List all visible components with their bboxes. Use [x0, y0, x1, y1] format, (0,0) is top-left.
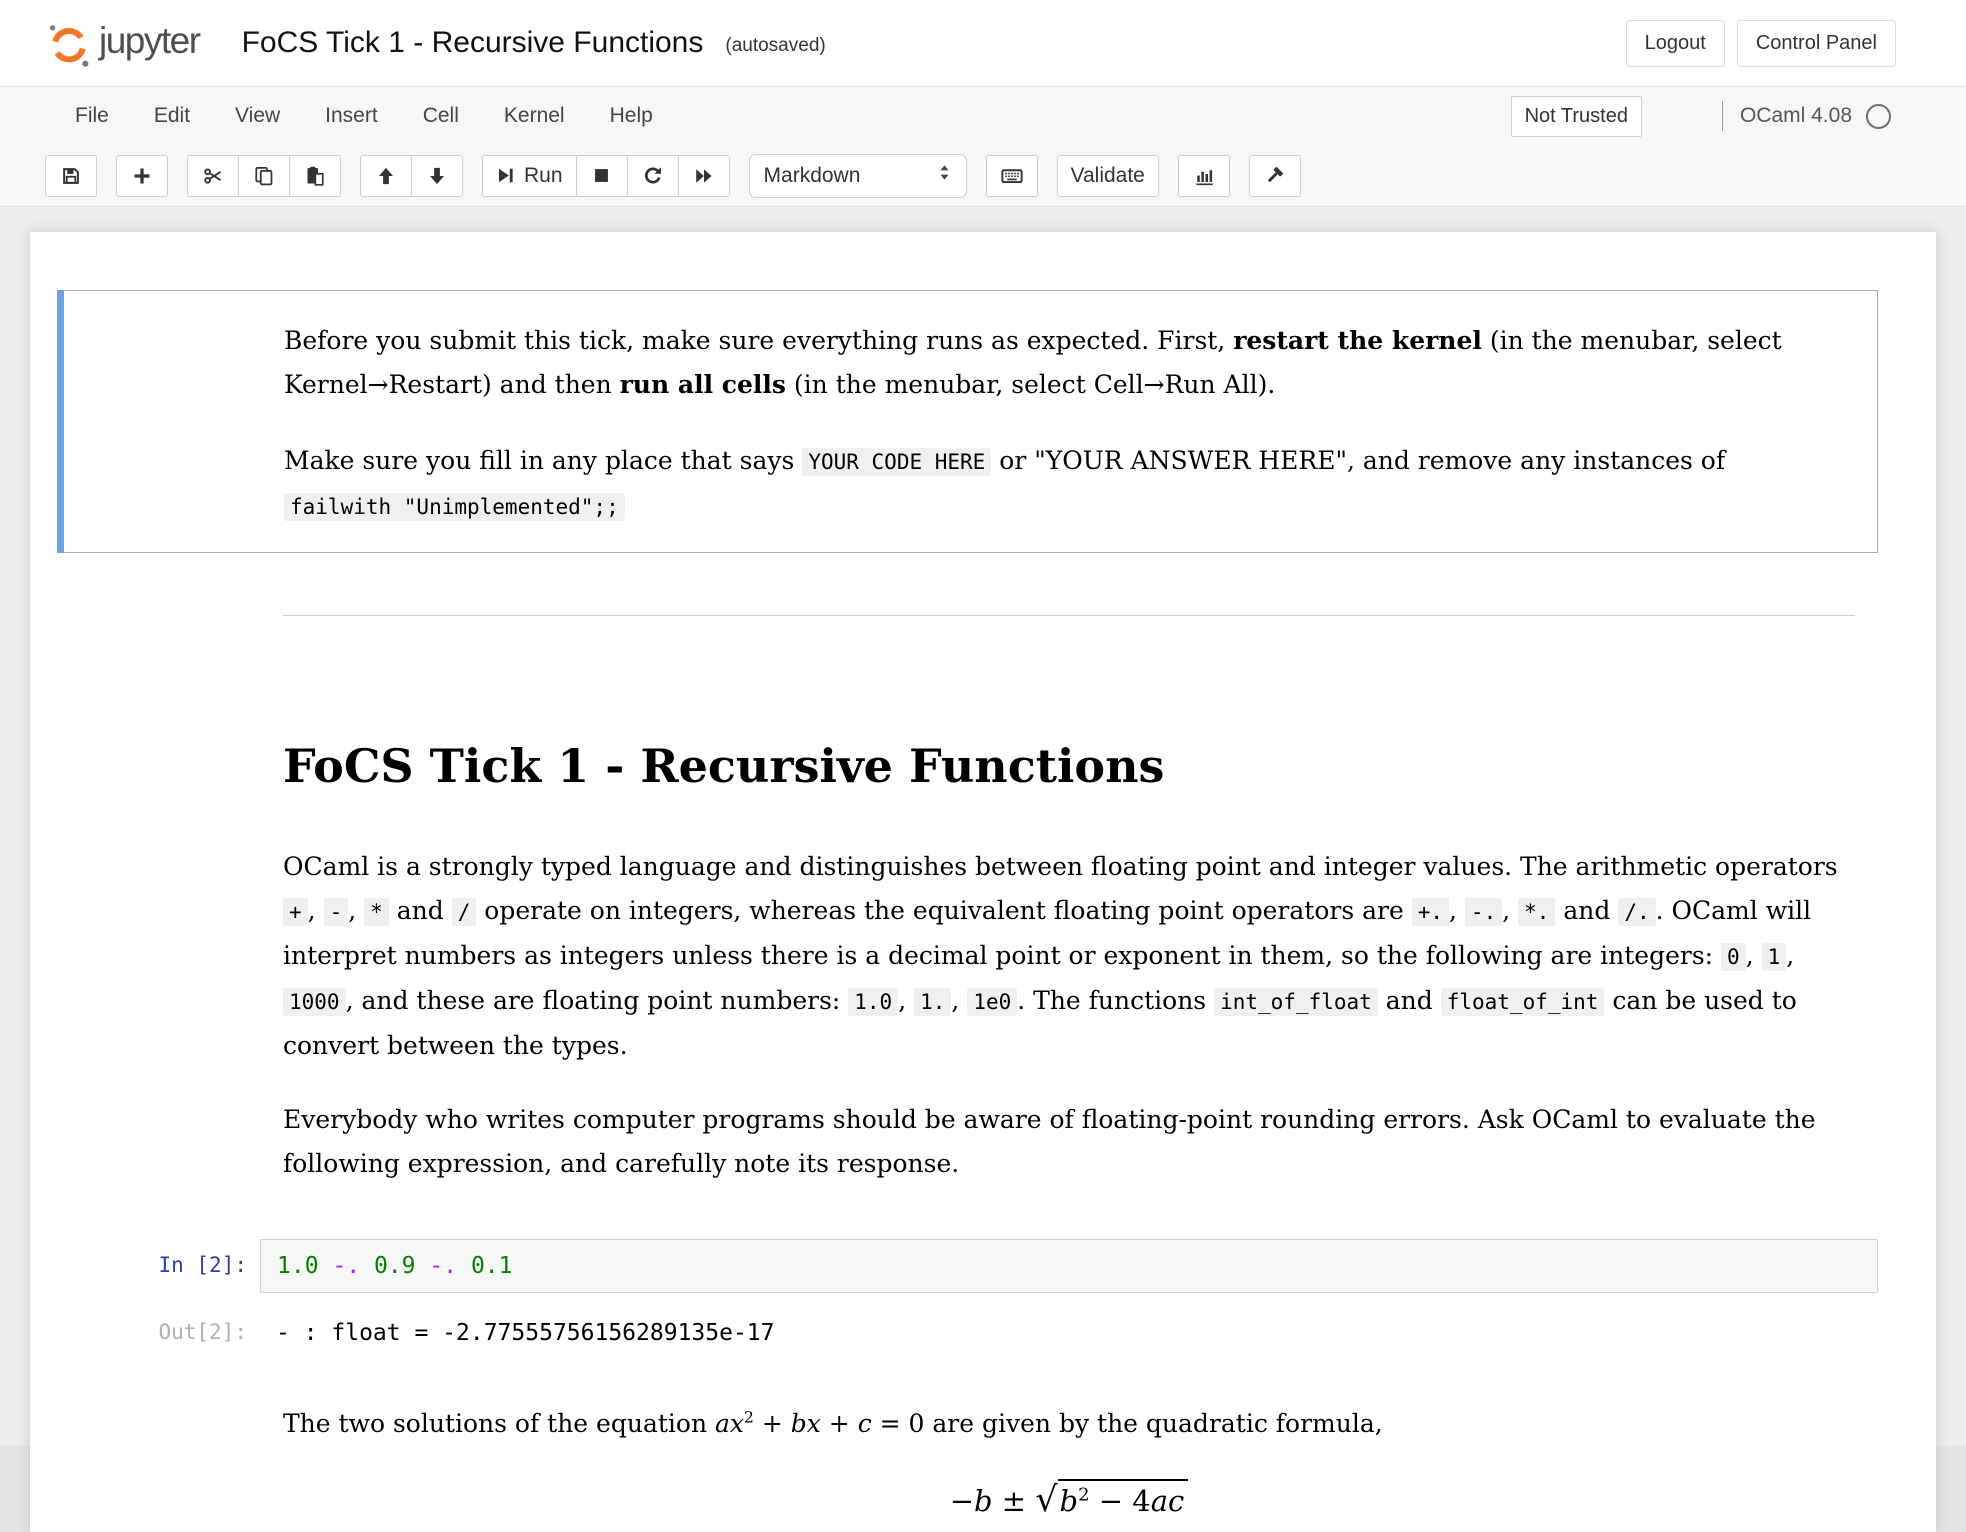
add-cell-button[interactable]: [116, 155, 168, 197]
markdown-cell-divider[interactable]: [57, 615, 1878, 616]
restart-kernel-button[interactable]: [627, 155, 679, 197]
radicand: $b^2 - 4ac$: [1058, 1479, 1189, 1518]
command-palette-button[interactable]: [986, 155, 1038, 197]
nbextensions-button[interactable]: [1249, 155, 1301, 197]
jupyter-wordmark: jupyter: [99, 20, 200, 61]
instructions-paragraph-2: Make sure you fill in any place that says YOUR CODE HERE or "YOUR ANSWER HERE", and remove any instances of failwith "Unimplemented";;: [284, 446, 1726, 519]
move-cell-up-icon: [376, 166, 396, 186]
ocaml-types-paragraph: OCaml is a strongly typed language and distinguishes between floating point and integer values. The arithmetic operators + , - , * and / operate on integers, whereas the equivalent floating point operators are +. , -. , *. and /. . OCaml will interpret numbers as integers unless there is a decimal point or exponent in them, so the following are integers: 0 , 1 , 1000 , and these are floating point numbers: 1.0 , 1. , 1e0 . The functions int_of_float and float_of_int can be used to convert between the types.: [283, 851, 1838, 1060]
toolbar: [0, 145, 1966, 207]
prompt-spacer: [57, 740, 260, 1216]
interrupt-kernel-icon: [592, 166, 611, 185]
move-cell-down-button[interactable]: [411, 155, 463, 197]
add-cell-icon: [132, 166, 152, 186]
restart-run-all-icon: [694, 166, 714, 186]
restart-run-all-button[interactable]: [678, 155, 730, 197]
menu-cell[interactable]: Cell: [422, 104, 459, 127]
divider-rule: [283, 615, 1855, 616]
prompt-spacer: [58, 319, 261, 529]
paste-cell-icon: [305, 166, 325, 186]
markdown-cell-quadratic[interactable]: [57, 1402, 1878, 1523]
formula-numerator-lead: −b ±: [949, 1483, 1036, 1518]
kernel-idle-icon: [1866, 104, 1891, 129]
notebook-container: [30, 232, 1936, 1532]
rounding-errors-paragraph: Everybody who writes computer programs should be aware of floating-point rounding errors. Ask OCaml to evaluate the following expression, and carefully note its response.: [283, 1104, 1816, 1178]
autosave-status: (autosaved): [725, 35, 826, 56]
header: [0, 0, 1966, 86]
jupyter-logo-icon: [45, 19, 93, 67]
cell-type-value: Markdown: [763, 163, 861, 187]
command-palette-icon: [1001, 165, 1023, 187]
code-cell[interactable]: [57, 1239, 1878, 1293]
quadratic-formula: [283, 1478, 1855, 1523]
cell-type-caret-icon: [937, 163, 952, 188]
prompt-spacer: [57, 1402, 260, 1523]
restart-kernel-icon: [643, 166, 663, 186]
menu-edit[interactable]: Edit: [153, 104, 191, 127]
kernel-divider: [1722, 101, 1723, 131]
move-cell-up-button[interactable]: [360, 155, 412, 197]
logout-button[interactable]: Logout: [1626, 20, 1725, 67]
move-cell-down-icon: [427, 166, 447, 186]
notebook-heading: FoCS Tick 1 - Recursive Functions: [283, 739, 1165, 793]
run-icon: [496, 166, 515, 185]
code-source: 1.0 -. 0.9 -. 0.1: [277, 1252, 513, 1279]
menu-insert[interactable]: Insert: [325, 104, 378, 127]
cut-cell-icon: [203, 166, 223, 186]
cut-cell-button[interactable]: [187, 155, 239, 197]
instructions-paragraph-1: Before you submit this tick, make sure everything runs as expected. First, restart the kernel (in the menubar, select Kernel→Restart) and then run all cells (in the menubar, select Cell→Run All).: [284, 326, 1782, 399]
menubar: [0, 86, 1966, 145]
menu-kernel[interactable]: Kernel: [503, 104, 565, 127]
markdown-cell-instructions[interactable]: [57, 290, 1878, 553]
menu-view[interactable]: View: [235, 104, 281, 127]
menu-help[interactable]: Help: [609, 104, 653, 127]
trust-status-badge[interactable]: Not Trusted: [1511, 96, 1642, 137]
input-prompt: In [2]:: [158, 1252, 247, 1277]
jupyter-logo[interactable]: [45, 19, 200, 67]
save-button[interactable]: [45, 155, 97, 197]
copy-cell-button[interactable]: [238, 155, 290, 197]
paste-cell-button[interactable]: [289, 155, 341, 197]
code-input-area[interactable]: [260, 1239, 1878, 1293]
copy-cell-icon: [254, 166, 274, 186]
notebook-title[interactable]: FoCS Tick 1 - Recursive Functions: [241, 26, 704, 59]
run-cell-button[interactable]: [482, 155, 577, 197]
cell-type-select[interactable]: [749, 154, 967, 198]
celltoolbar-button[interactable]: [1178, 155, 1230, 197]
selected-cell-indicator: [57, 290, 64, 553]
output-text: - : float = -2.77555756156289135e-17: [276, 1319, 775, 1346]
nbextensions-icon: [1264, 165, 1285, 186]
prompt-spacer: [57, 615, 260, 616]
run-label: Run: [524, 163, 563, 187]
markdown-cell-main[interactable]: [57, 740, 1878, 1216]
radical-sign: √: [1035, 1479, 1058, 1520]
save-icon: [61, 166, 81, 186]
output-area: [57, 1317, 1878, 1346]
control-panel-button[interactable]: Control Panel: [1737, 20, 1896, 67]
menu-file[interactable]: File: [75, 104, 109, 127]
notebook-scroll-area[interactable]: [0, 207, 1966, 1520]
celltoolbar-icon: [1194, 166, 1214, 186]
output-prompt: Out[2]:: [158, 1319, 247, 1344]
validate-button[interactable]: [1057, 155, 1159, 197]
quadratic-paragraph: The two solutions of the equation $ax^2$ + bx + c = 0 are given by the quadratic formula,: [283, 1408, 1383, 1438]
validate-label: Validate: [1070, 163, 1145, 187]
kernel-name[interactable]: OCaml 4.08: [1739, 104, 1852, 127]
interrupt-kernel-button[interactable]: [576, 155, 628, 197]
